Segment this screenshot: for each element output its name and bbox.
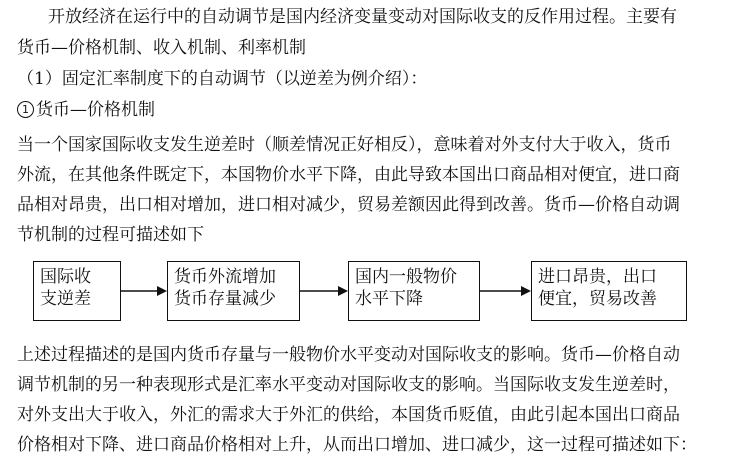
flow-arrow-2 bbox=[300, 284, 348, 298]
flow-box-deficit-line1: 国际收 bbox=[40, 267, 91, 287]
para1-line2: 货币—价格机制、收入机制、利率机制 bbox=[17, 38, 306, 58]
flow-box-deficit bbox=[33, 261, 121, 321]
subheading-title: 货币—价格机制 bbox=[36, 100, 155, 120]
para3-line4: 价格相对下降、进口商品价格相对上升，从而出口增加、进口减少，这一过程可描述如下： bbox=[17, 435, 697, 455]
flow-box-trade-improve-line2: 便宜，贸易改善 bbox=[538, 289, 657, 309]
flow-box-price-decline-line1: 国内一般物价 bbox=[355, 267, 457, 287]
flow-box-deficit-line2: 支逆差 bbox=[40, 289, 91, 309]
flow-box-price-decline bbox=[348, 261, 480, 321]
flow-box-trade-improve-line1: 进口昂贵，出口 bbox=[538, 267, 657, 287]
para3-line1: 上述过程描述的是国内货币存量与一般物价水平变动对国际收支的影响。货币—价格自动 bbox=[17, 345, 680, 365]
para2-line3: 品相对昂贵，出口相对增加，进口相对减少，贸易差额因此得到改善。货币—价格自动调 bbox=[17, 195, 680, 215]
subheading bbox=[17, 100, 155, 120]
flow-box-money-outflow bbox=[167, 261, 300, 321]
flow-arrow-1 bbox=[121, 284, 167, 298]
para2-line1: 当一个国家国际收支发生逆差时（顺差情况正好相反），意味着对外支付大于收入，货币 bbox=[17, 135, 672, 155]
para1-line1: 开放经济在运行中的自动调节是国内经济变量变动对国际收支的反作用过程。主要有 bbox=[48, 7, 677, 27]
circled-number: 1 bbox=[17, 101, 34, 118]
flow-box-price-decline-line2: 水平下降 bbox=[355, 289, 423, 309]
flow-box-money-outflow-line1: 货币外流增加 bbox=[174, 267, 276, 287]
flow-arrow-3 bbox=[480, 284, 531, 298]
para2-line2: 外流，在其他条件既定下，本国物价水平下降，由此导致本国出口商品相对便宜，进口商 bbox=[17, 165, 680, 185]
flow-box-money-outflow-line2: 货币存量减少 bbox=[174, 289, 276, 309]
flow-box-trade-improve bbox=[531, 261, 687, 321]
para3-line3: 对外支出大于收入，外汇的需求大于外汇的供给，本国货币贬值，由此引起本国出口商品 bbox=[17, 405, 680, 425]
para3-line2: 调节机制的另一种表现形式是汇率水平变动对国际收支的影响。当国际收支发生逆差时， bbox=[17, 375, 680, 395]
section-heading: （1）固定汇率制度下的自动调节（以逆差为例介绍）： bbox=[17, 69, 428, 89]
para2-line4: 节机制的过程可描述如下 bbox=[17, 225, 204, 245]
